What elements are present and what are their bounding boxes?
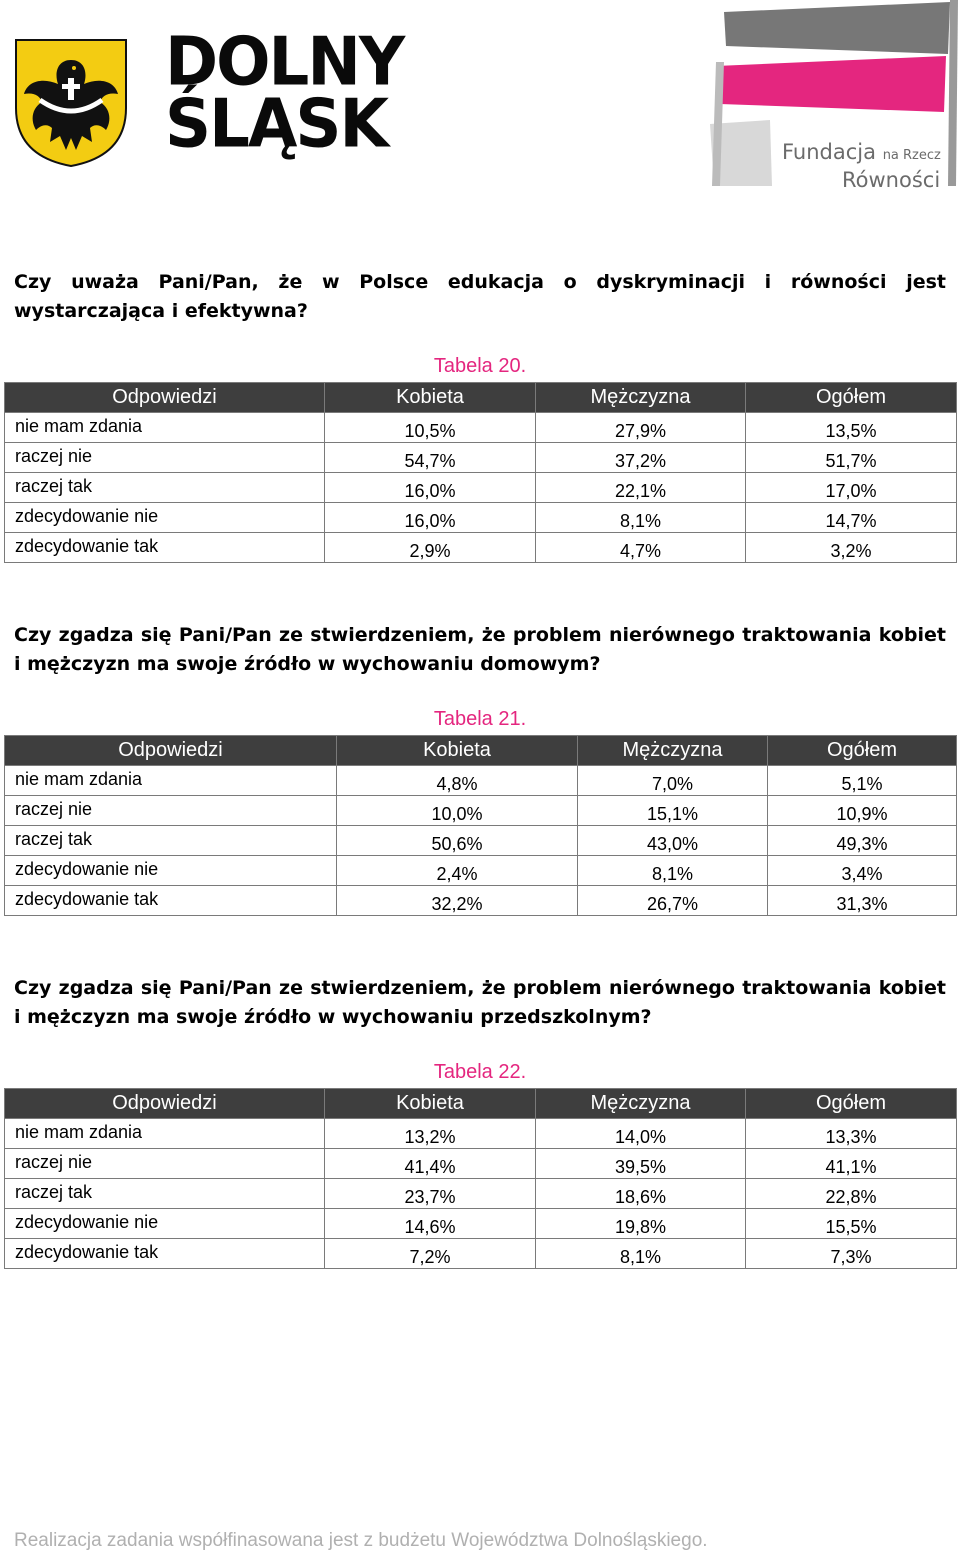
value-cell: 15,5%	[746, 1209, 957, 1239]
answer-label: raczej tak	[5, 826, 337, 856]
table-row	[5, 1149, 957, 1179]
value-cell: 23,7%	[325, 1179, 536, 1209]
answer-label: raczej nie	[5, 796, 337, 826]
value-cell: 7,3%	[746, 1239, 957, 1269]
column-header: Odpowiedzi	[5, 736, 337, 766]
column-header: Ogółem	[746, 1089, 957, 1119]
value-cell: 10,9%	[768, 796, 957, 826]
value-cell: 13,3%	[746, 1119, 957, 1149]
results-table	[4, 382, 957, 563]
table-row	[5, 856, 957, 886]
column-header: Ogółem	[746, 383, 957, 413]
table-header-row	[5, 1089, 957, 1119]
value-cell: 41,1%	[746, 1149, 957, 1179]
table-row	[5, 443, 957, 473]
results-table	[4, 735, 957, 916]
table-row	[5, 1239, 957, 1269]
value-cell: 16,0%	[325, 503, 536, 533]
answer-label: zdecydowanie tak	[5, 886, 337, 916]
survey-question: Czy zgadza się Pani/Pan ze stwierdzeniem, że problem nierównego traktowania kobiet i mężczyzn ma swoje źródło w wychowaniu przedszkolnym?	[14, 977, 946, 1028]
answer-label: nie mam zdania	[5, 1119, 325, 1149]
answer-label: zdecydowanie nie	[5, 503, 325, 533]
value-cell: 3,2%	[746, 533, 957, 563]
value-cell: 16,0%	[325, 473, 536, 503]
value-cell: 37,2%	[536, 443, 746, 473]
value-cell: 50,6%	[337, 826, 578, 856]
value-cell: 14,7%	[746, 503, 957, 533]
page-header	[0, 0, 960, 200]
value-cell: 15,1%	[578, 796, 768, 826]
column-header: Odpowiedzi	[5, 1089, 325, 1119]
value-cell: 43,0%	[578, 826, 768, 856]
value-cell: 22,8%	[746, 1179, 957, 1209]
table-header-row	[5, 383, 957, 413]
answer-label: raczej tak	[5, 473, 325, 503]
value-cell: 18,6%	[536, 1179, 746, 1209]
value-cell: 26,7%	[578, 886, 768, 916]
survey-question: Czy uważa Pani/Pan, że w Polsce edukacja o dyskryminacji i równości jest wystarczająca i efektywna?	[14, 271, 946, 322]
table-row	[5, 473, 957, 503]
value-cell: 39,5%	[536, 1149, 746, 1179]
value-cell: 2,4%	[337, 856, 578, 886]
brand-wordmark: DOLNY ŚLĄSK	[165, 23, 404, 164]
value-cell: 5,1%	[768, 766, 957, 796]
answer-label: zdecydowanie tak	[5, 533, 325, 563]
value-cell: 7,0%	[578, 766, 768, 796]
results-table	[4, 1088, 957, 1269]
answer-label: raczej nie	[5, 1149, 325, 1179]
funding-footer: Realizacja zadania współfinasowana jest z budżetu Województwa Dolnośląskiego.	[14, 1530, 708, 1551]
value-cell: 22,1%	[536, 473, 746, 503]
value-cell: 3,4%	[768, 856, 957, 886]
value-cell: 19,8%	[536, 1209, 746, 1239]
table-row	[5, 503, 957, 533]
value-cell: 14,0%	[536, 1119, 746, 1149]
answer-label: nie mam zdania	[5, 766, 337, 796]
value-cell: 4,7%	[536, 533, 746, 563]
value-cell: 27,9%	[536, 413, 746, 443]
column-header: Mężczyzna	[536, 1089, 746, 1119]
answer-label: zdecydowanie nie	[5, 856, 337, 886]
table-row	[5, 533, 957, 563]
value-cell: 7,2%	[325, 1239, 536, 1269]
value-cell: 2,9%	[325, 533, 536, 563]
column-header: Kobieta	[325, 383, 536, 413]
table-row	[5, 1209, 957, 1239]
value-cell: 10,0%	[337, 796, 578, 826]
answer-label: nie mam zdania	[5, 413, 325, 443]
table-caption: Tabela 20.	[433, 355, 527, 377]
value-cell: 32,2%	[337, 886, 578, 916]
value-cell: 13,2%	[325, 1119, 536, 1149]
table-caption: Tabela 21.	[433, 708, 527, 730]
survey-question: Czy zgadza się Pani/Pan ze stwierdzeniem, że problem nierównego traktowania kobiet i mężczyzn ma swoje źródło w wychowaniu domowym?	[14, 624, 946, 675]
value-cell: 41,4%	[325, 1149, 536, 1179]
value-cell: 4,8%	[337, 766, 578, 796]
value-cell: 51,7%	[746, 443, 957, 473]
value-cell: 8,1%	[536, 503, 746, 533]
answer-label: zdecydowanie tak	[5, 1239, 325, 1269]
value-cell: 10,5%	[325, 413, 536, 443]
eagle-coat-of-arms-icon	[14, 38, 128, 168]
column-header: Mężczyzna	[536, 383, 746, 413]
value-cell: 8,1%	[578, 856, 768, 886]
table-row	[5, 1179, 957, 1209]
table-row	[5, 766, 957, 796]
table-row	[5, 886, 957, 916]
table-row	[5, 1119, 957, 1149]
table-header-row	[5, 736, 957, 766]
table-row	[5, 413, 957, 443]
value-cell: 17,0%	[746, 473, 957, 503]
value-cell: 8,1%	[536, 1239, 746, 1269]
column-header: Ogółem	[768, 736, 957, 766]
value-cell: 13,5%	[746, 413, 957, 443]
answer-label: raczej nie	[5, 443, 325, 473]
value-cell: 14,6%	[325, 1209, 536, 1239]
answer-label: raczej tak	[5, 1179, 325, 1209]
foundation-name: Fundacja na Rzecz Równości	[782, 140, 941, 192]
value-cell: 31,3%	[768, 886, 957, 916]
table-row	[5, 796, 957, 826]
column-header: Kobieta	[337, 736, 578, 766]
column-header: Odpowiedzi	[5, 383, 325, 413]
value-cell: 49,3%	[768, 826, 957, 856]
value-cell: 54,7%	[325, 443, 536, 473]
column-header: Mężczyzna	[578, 736, 768, 766]
column-header: Kobieta	[325, 1089, 536, 1119]
table-caption: Tabela 22.	[433, 1061, 527, 1083]
answer-label: zdecydowanie nie	[5, 1209, 325, 1239]
table-row	[5, 826, 957, 856]
